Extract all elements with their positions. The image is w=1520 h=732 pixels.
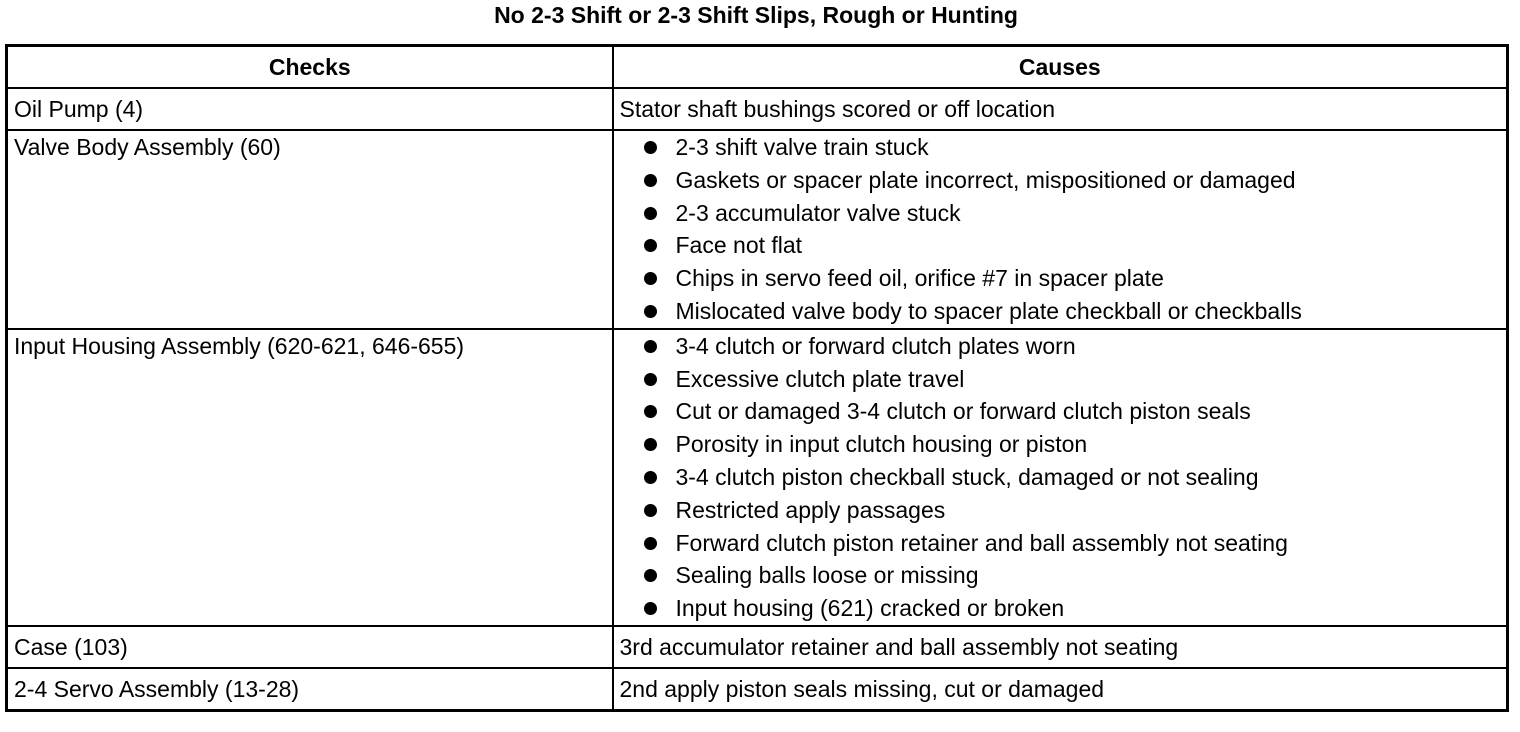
- cause-cell: 3rd accumulator retainer and ball assembly not seating: [613, 626, 1508, 668]
- bullet-icon: [644, 239, 657, 252]
- table-row: [7, 88, 1508, 130]
- bullet-icon: [644, 569, 657, 582]
- cause-text: Restricted apply passages: [675, 496, 946, 523]
- cause-text: Input housing (621) cracked or broken: [675, 595, 1065, 622]
- check-cell: Case (103): [7, 626, 613, 668]
- column-header-causes: Causes: [613, 46, 1508, 89]
- cause-text: Sealing balls loose or missing: [675, 562, 979, 589]
- cause-text: 3-4 clutch piston checkball stuck, damaged or not sealing: [675, 463, 1259, 490]
- cause-cell: Stator shaft bushings scored or off location: [613, 88, 1508, 130]
- bullet-icon: [644, 373, 657, 386]
- cause-text: Porosity in input clutch housing or piston: [675, 431, 1088, 458]
- diagnosis-table: [5, 44, 1509, 712]
- bullet-icon: [644, 207, 657, 220]
- cause-item: [642, 461, 1501, 494]
- table-row: [7, 329, 1508, 626]
- bullet-icon: [644, 537, 657, 550]
- bullet-icon: [644, 471, 657, 484]
- bullet-icon: [644, 504, 657, 517]
- cause-item: [642, 363, 1501, 396]
- cause-item: [642, 131, 1501, 164]
- cause-text: Mislocated valve body to spacer plate checkball or checkballs: [675, 297, 1302, 324]
- bullet-icon: [644, 340, 657, 353]
- cause-text: Face not flat: [675, 232, 803, 259]
- cause-item: [642, 330, 1501, 363]
- cause-text: 2-3 shift valve train stuck: [675, 134, 929, 160]
- bullet-icon: [644, 141, 657, 154]
- bullet-icon: [644, 438, 657, 451]
- cause-item: [642, 229, 1501, 262]
- cause-text: Gaskets or spacer plate incorrect, mispositioned or damaged: [675, 166, 1296, 193]
- cause-item: [642, 295, 1501, 328]
- column-header-checks: Checks: [7, 46, 613, 89]
- table-row: [7, 130, 1508, 329]
- cause-item: [642, 262, 1501, 295]
- cause-text: 2-3 accumulator valve stuck: [675, 199, 961, 226]
- cause-text: Cut or damaged 3-4 clutch or forward clutch piston seals: [675, 398, 1251, 425]
- cause-cell: 2nd apply piston seals missing, cut or damaged: [613, 668, 1508, 711]
- bullet-icon: [644, 305, 657, 318]
- cause-cell: [613, 329, 1508, 626]
- cause-item: [642, 428, 1501, 461]
- cause-item: [642, 494, 1501, 527]
- cause-list: [620, 131, 1501, 328]
- cause-item: [642, 559, 1501, 592]
- check-cell: Input Housing Assembly (620-621, 646-655): [7, 329, 613, 626]
- table-row: [7, 668, 1508, 711]
- cause-item: [642, 592, 1501, 625]
- cause-cell: [613, 130, 1508, 329]
- table-row: [7, 626, 1508, 668]
- bullet-icon: [644, 174, 657, 187]
- cause-item: [642, 395, 1501, 428]
- check-cell: 2-4 Servo Assembly (13-28): [7, 668, 613, 711]
- cause-item: [642, 527, 1501, 560]
- cause-text: Excessive clutch plate travel: [675, 365, 965, 392]
- cause-text: Chips in servo feed oil, orifice #7 in spacer plate: [675, 265, 1164, 292]
- cause-text: Forward clutch piston retainer and ball assembly not seating: [675, 529, 1288, 556]
- cause-text: 3-4 clutch or forward clutch plates worn: [675, 332, 1076, 359]
- check-cell: Oil Pump (4): [7, 88, 613, 130]
- cause-list: [620, 330, 1501, 625]
- cause-item: [642, 164, 1501, 197]
- bullet-icon: [644, 602, 657, 615]
- cause-item: [642, 197, 1501, 230]
- page-title: No 2-3 Shift or 2-3 Shift Slips, Rough or Hunting: [494, 2, 1018, 28]
- table-header-row: [7, 46, 1508, 89]
- bullet-icon: [644, 405, 657, 418]
- check-cell: Valve Body Assembly (60): [7, 130, 613, 329]
- bullet-icon: [644, 272, 657, 285]
